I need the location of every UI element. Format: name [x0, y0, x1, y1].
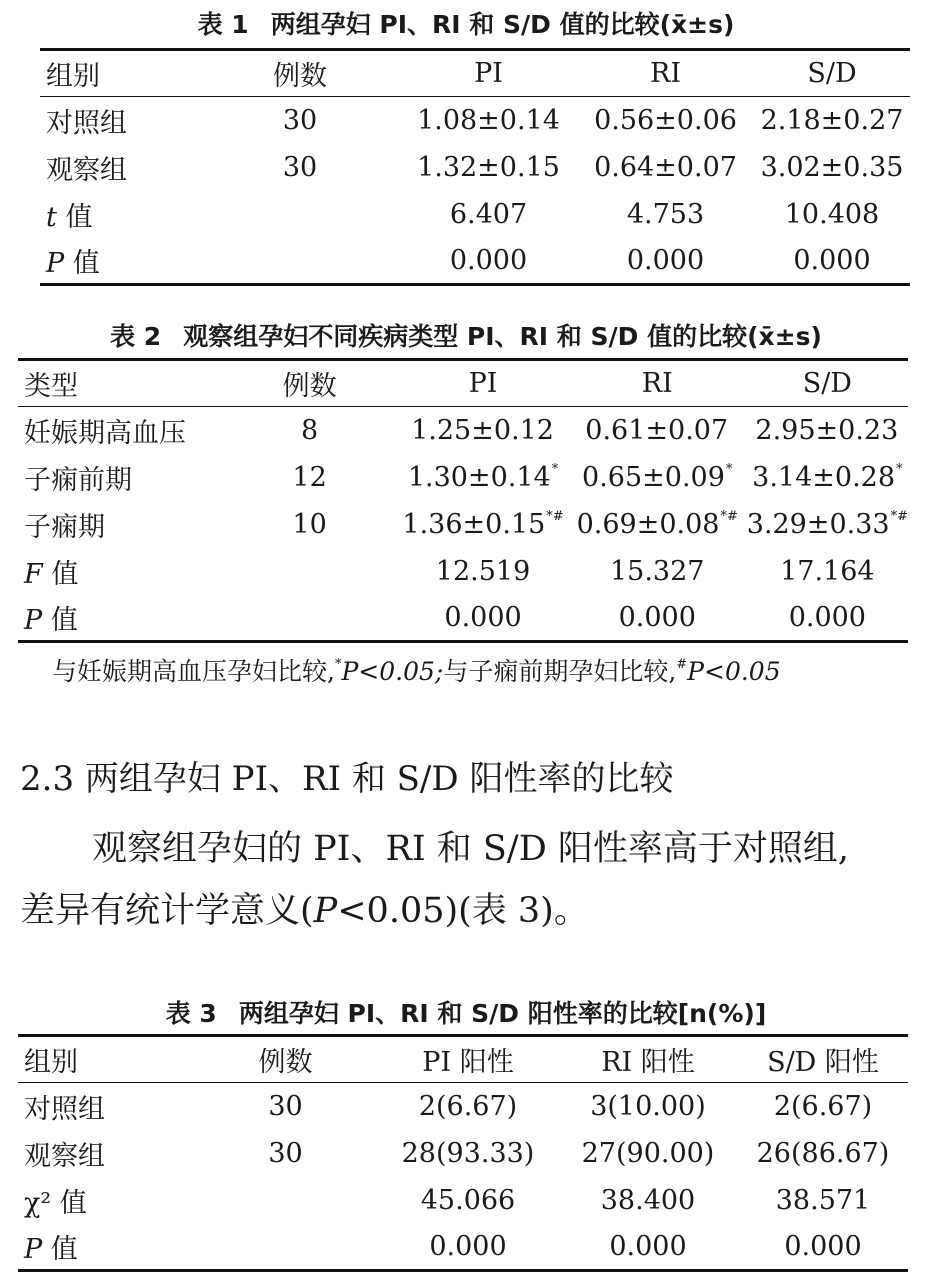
table2-sd-value: 2.95±0.23: [755, 414, 899, 446]
table2-header-sd: S/D: [802, 368, 852, 399]
table2-header-pi: PI: [468, 368, 498, 399]
table3-chi-sd: 38.571: [775, 1184, 871, 1216]
table2-p-count: [221, 595, 398, 642]
table2-cell-pi: [398, 501, 567, 548]
table1-cell-pi: 1.08±0.14: [417, 104, 560, 136]
table2-cell-pi: [398, 407, 567, 454]
table-row: [18, 501, 908, 548]
table2-sd-mark: *#: [890, 508, 908, 524]
paragraph-line-2-a: 差异有统计学意义(: [20, 891, 314, 931]
table3-cell-count: 30: [268, 1137, 303, 1169]
table2-ri-mark: *#: [720, 508, 738, 524]
table2-cell-ri: [568, 454, 747, 501]
table3-header-pi: PI 阳性: [422, 1047, 514, 1078]
paragraph-line-2-b: <0.05)(表 3)。: [337, 891, 589, 931]
table2-pi-value: 1.36±0.15: [402, 508, 546, 540]
table1-t-count: [200, 191, 400, 238]
table1-caption: [0, 8, 932, 42]
table1-p-pi: 0.000: [449, 244, 528, 276]
table2-f-suffix: 值: [42, 558, 79, 590]
table-row: [18, 595, 908, 642]
table3-p-pi: 0.000: [429, 1230, 507, 1262]
paragraph-line-2: [20, 880, 920, 942]
table3-cell-ri: 27(90.00): [581, 1137, 715, 1169]
table2-cell-sd: [747, 407, 908, 454]
table2-f-pi: 12.519: [435, 555, 531, 587]
table1-p-ri: 0.000: [626, 244, 705, 276]
paragraph-line-1: 观察组孕妇的 PI、RI 和 S/D 阳性率高于对照组,: [92, 829, 850, 869]
table2-f-label: [18, 548, 221, 595]
table3-cell-sd: 26(86.67): [756, 1137, 890, 1169]
table1-header-sd: S/D: [807, 58, 857, 89]
table2-cell-pi: [398, 454, 567, 501]
table3-p-symbol: P: [24, 1233, 43, 1265]
footnote-p2: P<0.05: [687, 657, 781, 686]
table3-cell-pi: 28(93.33): [401, 1137, 535, 1169]
paragraph-p-symbol: P: [313, 891, 338, 931]
table2-pi-mark: *: [551, 461, 559, 477]
table1-t-ri: 4.753: [626, 198, 705, 230]
table2-pi-value: 1.30±0.14: [407, 461, 551, 493]
table2-pi-mark: *#: [546, 508, 564, 524]
table2-header-ri: RI: [641, 368, 673, 399]
table2-p-symbol: P: [24, 604, 43, 636]
table1-header-count: 例数: [273, 61, 327, 92]
table-row: [18, 1083, 908, 1130]
table2-p-ri: 0.000: [618, 601, 696, 633]
table1-t-label: [40, 191, 200, 238]
table2-p-label: [18, 595, 221, 642]
table3-cell-group: 观察组: [24, 1140, 105, 1172]
table3-caption: [0, 997, 932, 1031]
section-heading: 2.3 两组孕妇 PI、RI 和 S/D 阳性率的比较: [20, 759, 674, 799]
table2-f-ri: 15.327: [609, 555, 705, 587]
table2-cell-type: 妊娠期高血压: [24, 417, 186, 449]
table3: [18, 1034, 908, 1272]
table3-p-suffix: 值: [42, 1233, 78, 1265]
table3-header-count: 例数: [258, 1047, 313, 1078]
table2-caption-text: 观察组孕妇不同疾病类型 PI、RI 和 S/D 值的比较(x̄±s): [183, 322, 822, 351]
table1-cell-group: 对照组: [46, 107, 127, 139]
table-row: [18, 1177, 908, 1224]
table3-caption-text: 两组孕妇 PI、RI 和 S/D 阳性率的比较[n(%)]: [238, 999, 767, 1028]
table2-f-count: [221, 548, 398, 595]
table2-caption-number: 表 2: [110, 322, 162, 351]
table2-cell-type: 子痫期: [24, 511, 105, 543]
table-row: [18, 454, 908, 501]
table3-cell-pi: 2(6.67): [418, 1090, 518, 1122]
table1-t-suffix: 值: [56, 201, 93, 233]
table-row: [18, 548, 908, 595]
table1-cell-sd: 2.18±0.27: [760, 104, 904, 136]
footnote-part2: 与子痫前期孕妇比较,: [443, 657, 677, 686]
table-row: [40, 97, 910, 144]
table3-caption-number: 表 3: [165, 999, 217, 1028]
table2-cell-count: 10: [292, 508, 327, 540]
table1-p-count: [200, 238, 400, 285]
table3-header-group: 组别: [24, 1047, 78, 1078]
table2-cell-type: 子痫前期: [24, 464, 132, 496]
table1-caption-number: 表 1: [197, 10, 249, 39]
table1-caption-text: 两组孕妇 PI、RI 和 S/D 值的比较(x̄±s): [270, 10, 735, 39]
table3-chi-count: [193, 1177, 378, 1224]
table3-header-ri: RI 阳性: [601, 1047, 695, 1078]
table2-cell-count: 8: [300, 414, 319, 446]
section-paragraph: [20, 818, 920, 942]
footnote-mark2: #: [676, 657, 688, 672]
table2-caption: [0, 320, 932, 354]
table2-cell-sd: [747, 501, 908, 548]
footnote-mark1: *: [334, 657, 342, 672]
table2-pi-value: 1.25±0.12: [411, 414, 554, 446]
table1-header-pi: PI: [474, 58, 503, 89]
table1-cell-pi: 1.32±0.15: [417, 151, 560, 183]
table3-p-count: [193, 1224, 378, 1271]
table2-header-count: 例数: [282, 371, 337, 402]
table3-p-label: [18, 1224, 193, 1271]
table2-p-suffix: 值: [42, 604, 78, 636]
table2-ri-value: 0.65±0.09: [582, 461, 725, 493]
table3-chi-pi: 45.066: [420, 1184, 516, 1216]
table3-cell-sd: 2(6.67): [773, 1090, 873, 1122]
table2-header-type: 类型: [24, 371, 78, 402]
table-row: [18, 1224, 908, 1271]
table1-header-row: [40, 50, 910, 97]
table3-header-row: [18, 1036, 908, 1083]
table-row: [18, 407, 908, 454]
table1-t-sd: 10.408: [784, 198, 880, 230]
table3-cell-group: 对照组: [24, 1093, 105, 1125]
table3-cell-count: 30: [268, 1090, 303, 1122]
table-row: [40, 238, 910, 285]
table1-cell-ri: 0.56±0.06: [594, 104, 737, 136]
table2-header-row: [18, 360, 908, 407]
table1-cell-count: 30: [282, 151, 318, 183]
table2-cell-ri: [568, 407, 747, 454]
table3-p-sd: 0.000: [784, 1230, 862, 1262]
table1-cell-ri: 0.64±0.07: [594, 151, 737, 183]
table2-cell-sd: [747, 454, 908, 501]
table1-cell-group: 观察组: [46, 154, 127, 186]
table2-sd-value: 3.14±0.28: [752, 461, 896, 493]
table3-p-ri: 0.000: [609, 1230, 687, 1262]
table2-f-symbol: F: [24, 558, 43, 590]
table3-chi-ri: 38.400: [600, 1184, 696, 1216]
table1-p-suffix: 值: [64, 247, 100, 279]
table1-p-sd: 0.000: [793, 244, 871, 276]
table1-cell-count: 30: [282, 104, 318, 136]
table1-t-symbol: t: [46, 201, 57, 233]
table1-p-label: [40, 238, 200, 285]
footnote-p1: P<0.05;: [341, 657, 444, 686]
table2-sd-mark: *: [896, 461, 903, 477]
table-row: [40, 191, 910, 238]
table1-p-symbol: P: [46, 247, 65, 279]
table1: [40, 48, 910, 286]
table2-ri-mark: *: [725, 461, 733, 477]
table2-p-sd: 0.000: [788, 601, 866, 633]
table2-cell-ri: [568, 501, 747, 548]
table3-chi-label: χ² 值: [24, 1187, 87, 1219]
table-row: [18, 1130, 908, 1177]
table1-cell-sd: 3.02±0.35: [760, 151, 904, 183]
table2-ri-value: 0.69±0.08: [576, 508, 720, 540]
table-row: [40, 144, 910, 191]
table1-header-ri: RI: [650, 58, 681, 89]
table2-sd-value: 3.29±0.33: [746, 508, 890, 540]
table3-header-sd: S/D 阳性: [767, 1047, 879, 1078]
table2: [18, 358, 908, 643]
table3-cell-ri: 3(10.00): [590, 1090, 706, 1122]
table2-cell-count: 12: [292, 461, 327, 493]
table2-footnote: [52, 648, 781, 689]
table2-f-sd: 17.164: [780, 555, 875, 587]
table2-ri-value: 0.61±0.07: [585, 414, 729, 446]
table1-t-pi: 6.407: [449, 198, 528, 230]
footnote-part1: 与妊娠期高血压孕妇比较,: [52, 657, 335, 686]
table1-header-group: 组别: [46, 61, 100, 92]
table2-p-pi: 0.000: [444, 601, 522, 633]
